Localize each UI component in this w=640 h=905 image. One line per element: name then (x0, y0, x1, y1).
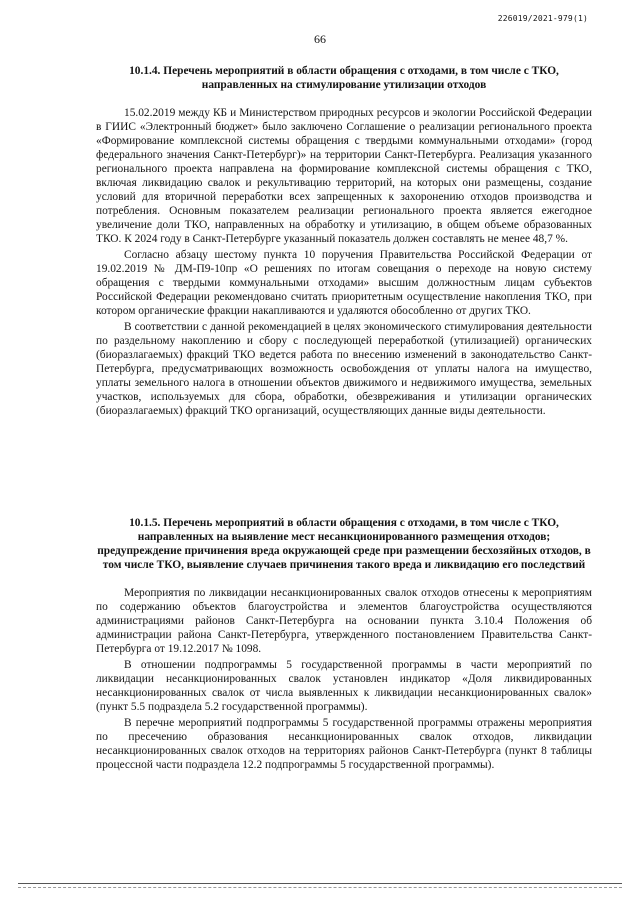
section-10-1-5 (96, 516, 592, 774)
section-10-1-4 (96, 64, 592, 420)
document-number: 226019/2021-979(1) (497, 14, 588, 23)
paragraph: Согласно абзацу шестому пункта 10 поручения Правительства Российской Федерации от 19.02.2019 № ДМ-П9-10пр «О решениях по итогам совещания о переходе на новую систему обращения с твердыми коммунальными отходами» высшим должностным лицам субъектов Российской Федерации рекомендовано считать приоритетным осуществление накопления ТКО, при котором органические фракции накапливаются и удаляются обособленно от других ТКО. (96, 249, 592, 317)
paragraph: В перечне мероприятий подпрограммы 5 государственной программы отражены мероприятия по пресечению образования несанкционированных свалок отходов, ликвидации несанкционированных свалок отходов на территориях районов Санкт-Петербурга (пункт 8 таблицы процессной части подраздела 12.2 подпрограммы 5 государственной программы). (96, 717, 592, 771)
section-heading: 10.1.4. Перечень мероприятий в области обращения с отходами, в том числе с ТКО, направленных на стимулирование утилизации отходов (129, 65, 559, 91)
paragraph: Мероприятия по ликвидации несанкционированных свалок отходов отнесены к мероприятиям по содержанию объектов благоустройства и элементов благоустройства осуществляются администрациями районов Санкт-Петербурга на основании пункта 3.10.4 Положения об администрации района Санкт-Петербурга, утвержденного постановлением Правительства Санкт-Петербурга от 19.12.2017 № 1098. (96, 587, 592, 655)
footer-divider-dashed (18, 887, 622, 888)
section-heading: 10.1.5. Перечень мероприятий в области обращения с отходами, в том числе с ТКО, направленных на выявление мест несанкционированного размещения отходов; предупреждение причинения вреда окружающей среде при размещении бесхозяйных отходов, в том числе ТКО, выявление случаев причинения такого вреда и ликвидацию его последствий (97, 517, 591, 571)
footer-divider (18, 883, 622, 884)
paragraph: В отношении подпрограммы 5 государственной программы в части мероприятий по ликвидации несанкционированных свалок установлен индикатор «Доля ликвидированных несанкционированных свалок от числа выявленных к ликвидации несанкционированных свалок» (пункт 5.5 подраздела 5.2 государственной программы). (96, 659, 592, 713)
paragraph: В соответствии с данной рекомендацией в целях экономического стимулирования деятельности по раздельному накоплению и сбору с последующей переработкой (утилизацией) органических (биоразлагаемых) фракций ТКО ведется работа по внесению изменений в законодательство Санкт-Петербурга, предусматривающих возможность освобождения от уплаты налога на имущество, уплаты земельного налога в отношении объектов движимого и недвижимого имущества, земельных участков, используемых для сбора, обработки, обезвреживания и утилизации органических (биоразлагаемых) фракций ТКО организаций, осуществляющих данные виды деятельности. (96, 321, 592, 417)
paragraph: 15.02.2019 между КБ и Министерством природных ресурсов и экологии Российской Федерации в ГИИС «Электронный бюджет» было заключено Соглашение о реализации регионального проекта «Формирование комплексной системы обращения с твердыми коммунальными отходами» (город федерального значения Санкт-Петербург)» на территории Санкт-Петербурга. Реализация указанного регионального проекта направлена на формирование комплексной системы обращения с ТКО, включая ликвидацию свалок и рекультивацию территорий, на которых они размещены, создание условий для вторичной переработки всех запрещенных к захоронению отходов производства и потребления. Основным показателем реализации регионального проекта является ежегодное увеличение доли ТКО, направленных на обработку и утилизацию, в общем объеме образованных ТКО. К 2024 году в Санкт-Петербурге указанный показатель должен составлять не менее 48,7 %. (96, 107, 592, 245)
page-number: 66 (314, 32, 326, 46)
